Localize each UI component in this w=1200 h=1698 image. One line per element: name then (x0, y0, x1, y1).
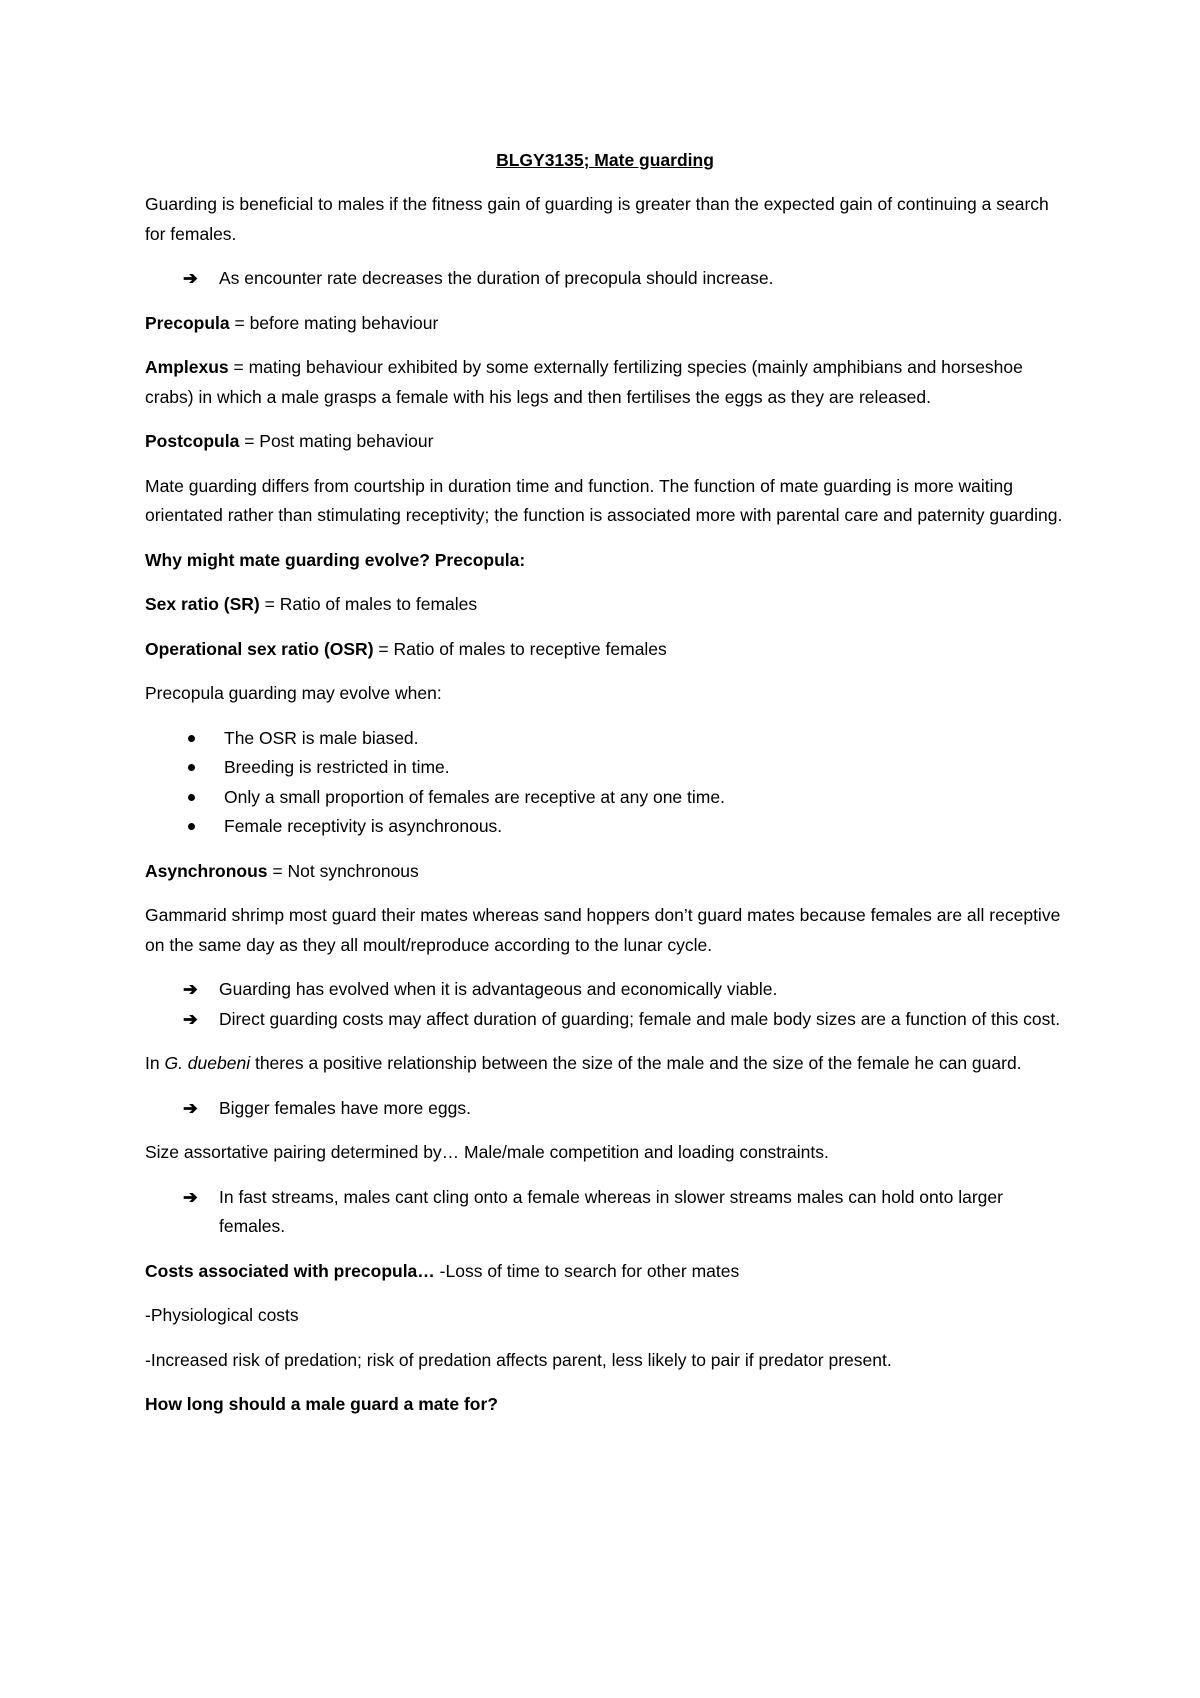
term: Postcopula (145, 431, 240, 451)
list-item-text: Direct guarding costs may affect duration of guarding; female and male body sizes are a function of this cost. (219, 1008, 1061, 1029)
definition: = Ratio of males to females (259, 594, 478, 614)
definition: = mating behaviour exhibited by some externally fertilizing species (mainly amphibians and horseshoe crabs) in which a male grasps a female with his legs and then fertilises the eggs as they are released. (145, 357, 1023, 407)
list-item-text: Bigger females have more eggs. (219, 1097, 471, 1118)
term: Sex ratio (SR) (145, 594, 260, 614)
list-item (145, 1094, 1065, 1124)
list-item-text: In fast streams, males cant cling onto a female whereas in slower streams males can hold onto larger females. (219, 1186, 1003, 1236)
list-item-text: As encounter rate decreases the duration of precopula should increase. (219, 268, 774, 288)
definition: = Post mating behaviour (239, 431, 434, 451)
list-item (145, 1183, 1065, 1242)
definition: -Loss of time to search for other mates (434, 1260, 740, 1281)
definition-asynchronous (145, 857, 1065, 887)
term: Costs associated with precopula… (145, 1260, 435, 1281)
definition-amplexus (145, 353, 1065, 412)
bullet-icon (188, 794, 195, 801)
predation-paragraph: -Increased risk of predation; risk of predation affects parent, less likely to pair if predator present. (145, 1349, 892, 1370)
term: Asynchronous (145, 860, 268, 881)
definition: = Ratio of males to receptive females (373, 638, 667, 659)
definition-sex-ratio (145, 590, 1065, 620)
arrow-list (145, 1183, 1065, 1242)
intro-paragraph: Guarding is beneficial to males if the fitness gain of guarding is greater than the expected gain of continuing a search for females. (145, 194, 1049, 244)
list-item: The OSR is male biased. (145, 724, 1065, 754)
document-title: BLGY3135; Mate guarding (496, 150, 714, 170)
bullet-icon (188, 823, 195, 830)
duebeni-paragraph: In G. duebeni theres a positive relationship between the size of the male and the size of the female he can guard. (145, 1053, 1022, 1073)
bullet-icon (188, 735, 195, 742)
bullet-icon (188, 764, 195, 771)
definition: = before mating behaviour (229, 312, 439, 333)
arrow-icon: ➔ (183, 1186, 198, 1207)
may-evolve-paragraph: Precopula guarding may evolve when: (145, 683, 442, 703)
differs-paragraph: Mate guarding differs from courtship in duration time and function. The function of mate guarding is more waiting orientated rather than stimulating receptivity; the function is associated more with parental care and paternity guarding. (145, 475, 1063, 525)
bullet-list (145, 724, 1065, 842)
costs-paragraph (145, 1257, 1065, 1287)
section-heading: Why might mate guarding evolve? Precopula: (145, 549, 526, 570)
arrow-icon: ➔ (183, 1097, 198, 1118)
arrow-list (145, 1094, 1065, 1124)
list-item (145, 1005, 1065, 1035)
arrow-icon: ➔ (183, 1008, 198, 1029)
physiological-paragraph: -Physiological costs (145, 1305, 299, 1325)
section-heading: How long should a male guard a mate for? (145, 1394, 498, 1414)
arrow-list (145, 975, 1065, 1034)
species-name: G. duebeni (164, 1053, 251, 1073)
list-item: Breeding is restricted in time. (145, 753, 1065, 783)
list-item (145, 264, 1065, 294)
definition-precopula (145, 309, 1065, 339)
list-item (145, 975, 1065, 1005)
assortative-paragraph: Size assortative pairing determined by… Male/male competition and loading constraints. (145, 1142, 829, 1162)
definition-osr (145, 635, 1065, 665)
term: Precopula (145, 312, 230, 333)
gammarid-paragraph: Gammarid shrimp most guard their mates whereas sand hoppers don’t guard mates because females are all receptive on the same day as they all moult/reproduce according to the lunar cycle. (145, 905, 1061, 955)
arrow-list (145, 264, 1065, 294)
document-body (145, 146, 1065, 1435)
list-item: Female receptivity is asynchronous. (145, 812, 1065, 842)
definition: = Not synchronous (267, 860, 419, 881)
list-item-text: Guarding has evolved when it is advantageous and economically viable. (219, 979, 778, 999)
arrow-icon: ➔ (183, 268, 198, 288)
definition-postcopula (145, 427, 1065, 457)
list-item: Only a small proportion of females are receptive at any one time. (145, 783, 1065, 813)
term: Amplexus (145, 357, 229, 377)
term: Operational sex ratio (OSR) (145, 638, 374, 659)
arrow-icon: ➔ (183, 979, 198, 999)
